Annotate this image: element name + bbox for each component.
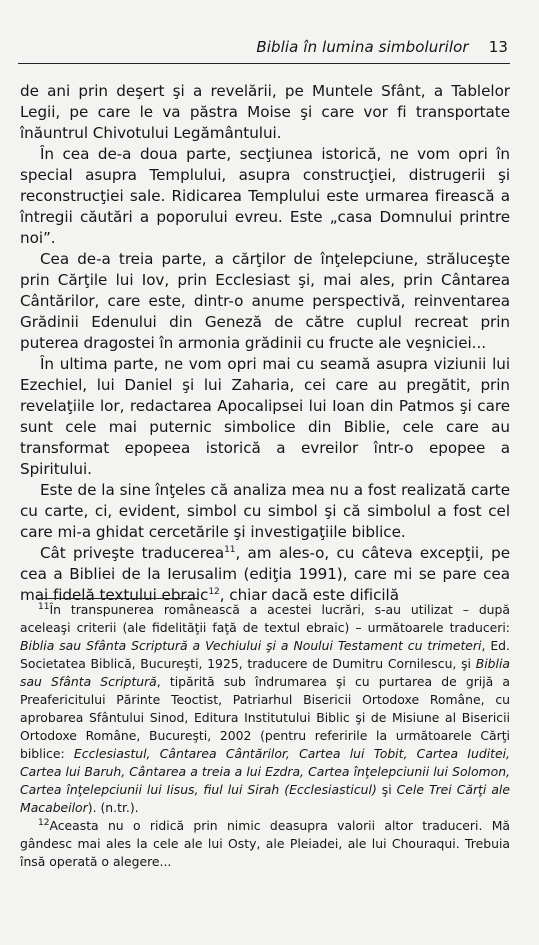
footnote-mark-11: 11: [38, 601, 50, 612]
main-text: [20, 81, 510, 606]
footnote-11-title-1: Biblia sau Sfânta Scriptură a Vechiului şi a Noului Testament cu trimeteri: [20, 638, 482, 653]
paragraph-6-text-c: , chiar dacă este dificilă: [219, 586, 399, 604]
footnote-mark-12: 12: [38, 817, 50, 828]
paragraph-6: [20, 543, 510, 606]
footnote-11-text: În transpunerea românească a acestei lucrări, s-au utilizat – după aceleaşi criterii (ale fidelităţii faţă de textul ebraic) – următoarele traduceri:: [20, 602, 510, 635]
footnote-ref-12[interactable]: 12: [208, 586, 220, 597]
footnote-11: [20, 601, 510, 817]
footnotes: [20, 601, 510, 871]
paragraph-6-text-b: , am ales-o, cu câteva excepţii, pe cea a Bibliei de la Ierusalim (ediţia 1991), care mi se pare cea mai fidelă textului ebraic: [20, 544, 511, 604]
running-title: Biblia în lumina simbolurilor: [256, 38, 469, 56]
footnote-11-title-3: Cele Trei Cărţi ale Macabeilor: [20, 782, 510, 815]
footnote-12-text: Aceasta nu o ridică prin nimic deasupra valorii altor traduceri. Mă gândesc mai ales la cele ale lui Osty, ale Pleiadei, ale lui Chouraqui. Trebuia însă operată o alegere...: [20, 818, 510, 869]
footnote-12: [20, 817, 510, 871]
paragraph-1: de ani prin deşert şi a revelării, pe Muntele Sfânt, a Tablelor Legii, pe care le va păstra Moise şi care vor fi transportate înăuntrul Chivotului Legământului.: [20, 82, 510, 142]
paragraph-3: Cea de-a treia parte, a cărţilor de înţelepciune, străluceşte prin Cărţile lui Iov, prin Ecclesiast şi, mai ales, prin Cântarea Cântărilor, care este, dintr-o anume perspectivă, reinventarea Grădinii Edenului din Geneză de către cuplul recreat prin puterea dragostei în armonia grădinii cu fructe ale veşniciei...: [20, 250, 510, 352]
footnote-11-books-list: Ecclesiastul, Cântarea Cântărilor, Cartea lui Tobit, Cartea Iuditei, Cartea lui Baruh, Cântarea a treia a lui Ezdra, Cartea înţelepciunii lui Solomon, Cartea înţelepciunii lui Iisus, fiul lui Sirah (Ecclesiasticul): [20, 746, 510, 797]
page-number: 13: [488, 38, 508, 56]
header-rule: [18, 63, 510, 64]
paragraph-6-text-a: Cât priveşte traducerea: [40, 544, 225, 562]
paragraph-5: Este de la sine înţeles că analiza mea nu a fost realizată carte cu carte, ci, evident, simbol cu simbol şi că simbolul a fost cel care mi-a ghidat cercetările şi investigaţiile biblice.: [20, 481, 510, 541]
footnote-11-text-3: , tipărită sub îndrumarea şi cu purtarea de grijă a Preafericitului Părinte Teoctist, Patriarhul Bisericii Ortodoxe Române, cu aprobarea Sfântului Sinod, Editura Institutului Biblic şi de Misiune al Bisericii Ortodoxe Române, Bucureşti, 2002 (pentru referirile la următoarele Cărţi biblice:: [20, 674, 510, 761]
footnote-ref-11[interactable]: 11: [224, 544, 236, 555]
paragraph-4: În ultima parte, ne vom opri mai cu seamă asupra viziunii lui Ezechiel, lui Daniel şi lui Zaharia, cei care au pregătit, prin revelaţiile lor, redactarea Apocalipsei lui Ioan din Patmos şi care sunt cele mai puternic simbolice din Biblie, cele care au transformat epopeea istorică a evreilor într-o epopee a Spiritului.: [20, 355, 510, 478]
running-header: [34, 38, 508, 58]
footnote-11-text-2: , Ed. Societatea Biblică, Bucureşti, 1925, traducere de Dumitru Cornilescu, şi: [20, 638, 510, 671]
footnote-11-text-5: ). (n.tr.).: [87, 800, 139, 815]
footnote-11-text-4: şi: [376, 782, 397, 797]
footnote-11-title-2: Biblia sau Sfânta Scriptură: [20, 656, 510, 689]
paragraph-2: În cea de-a doua parte, secţiunea istorică, ne vom opri în special asupra Templului, asupra construcţiei, distrugerii şi reconstrucţiei sale. Ridicarea Templului este urmarea firească a întregii căutări a poporului evreu. Este „casa Domnului printre noi”.: [20, 145, 510, 247]
footnote-rule: [38, 598, 198, 599]
